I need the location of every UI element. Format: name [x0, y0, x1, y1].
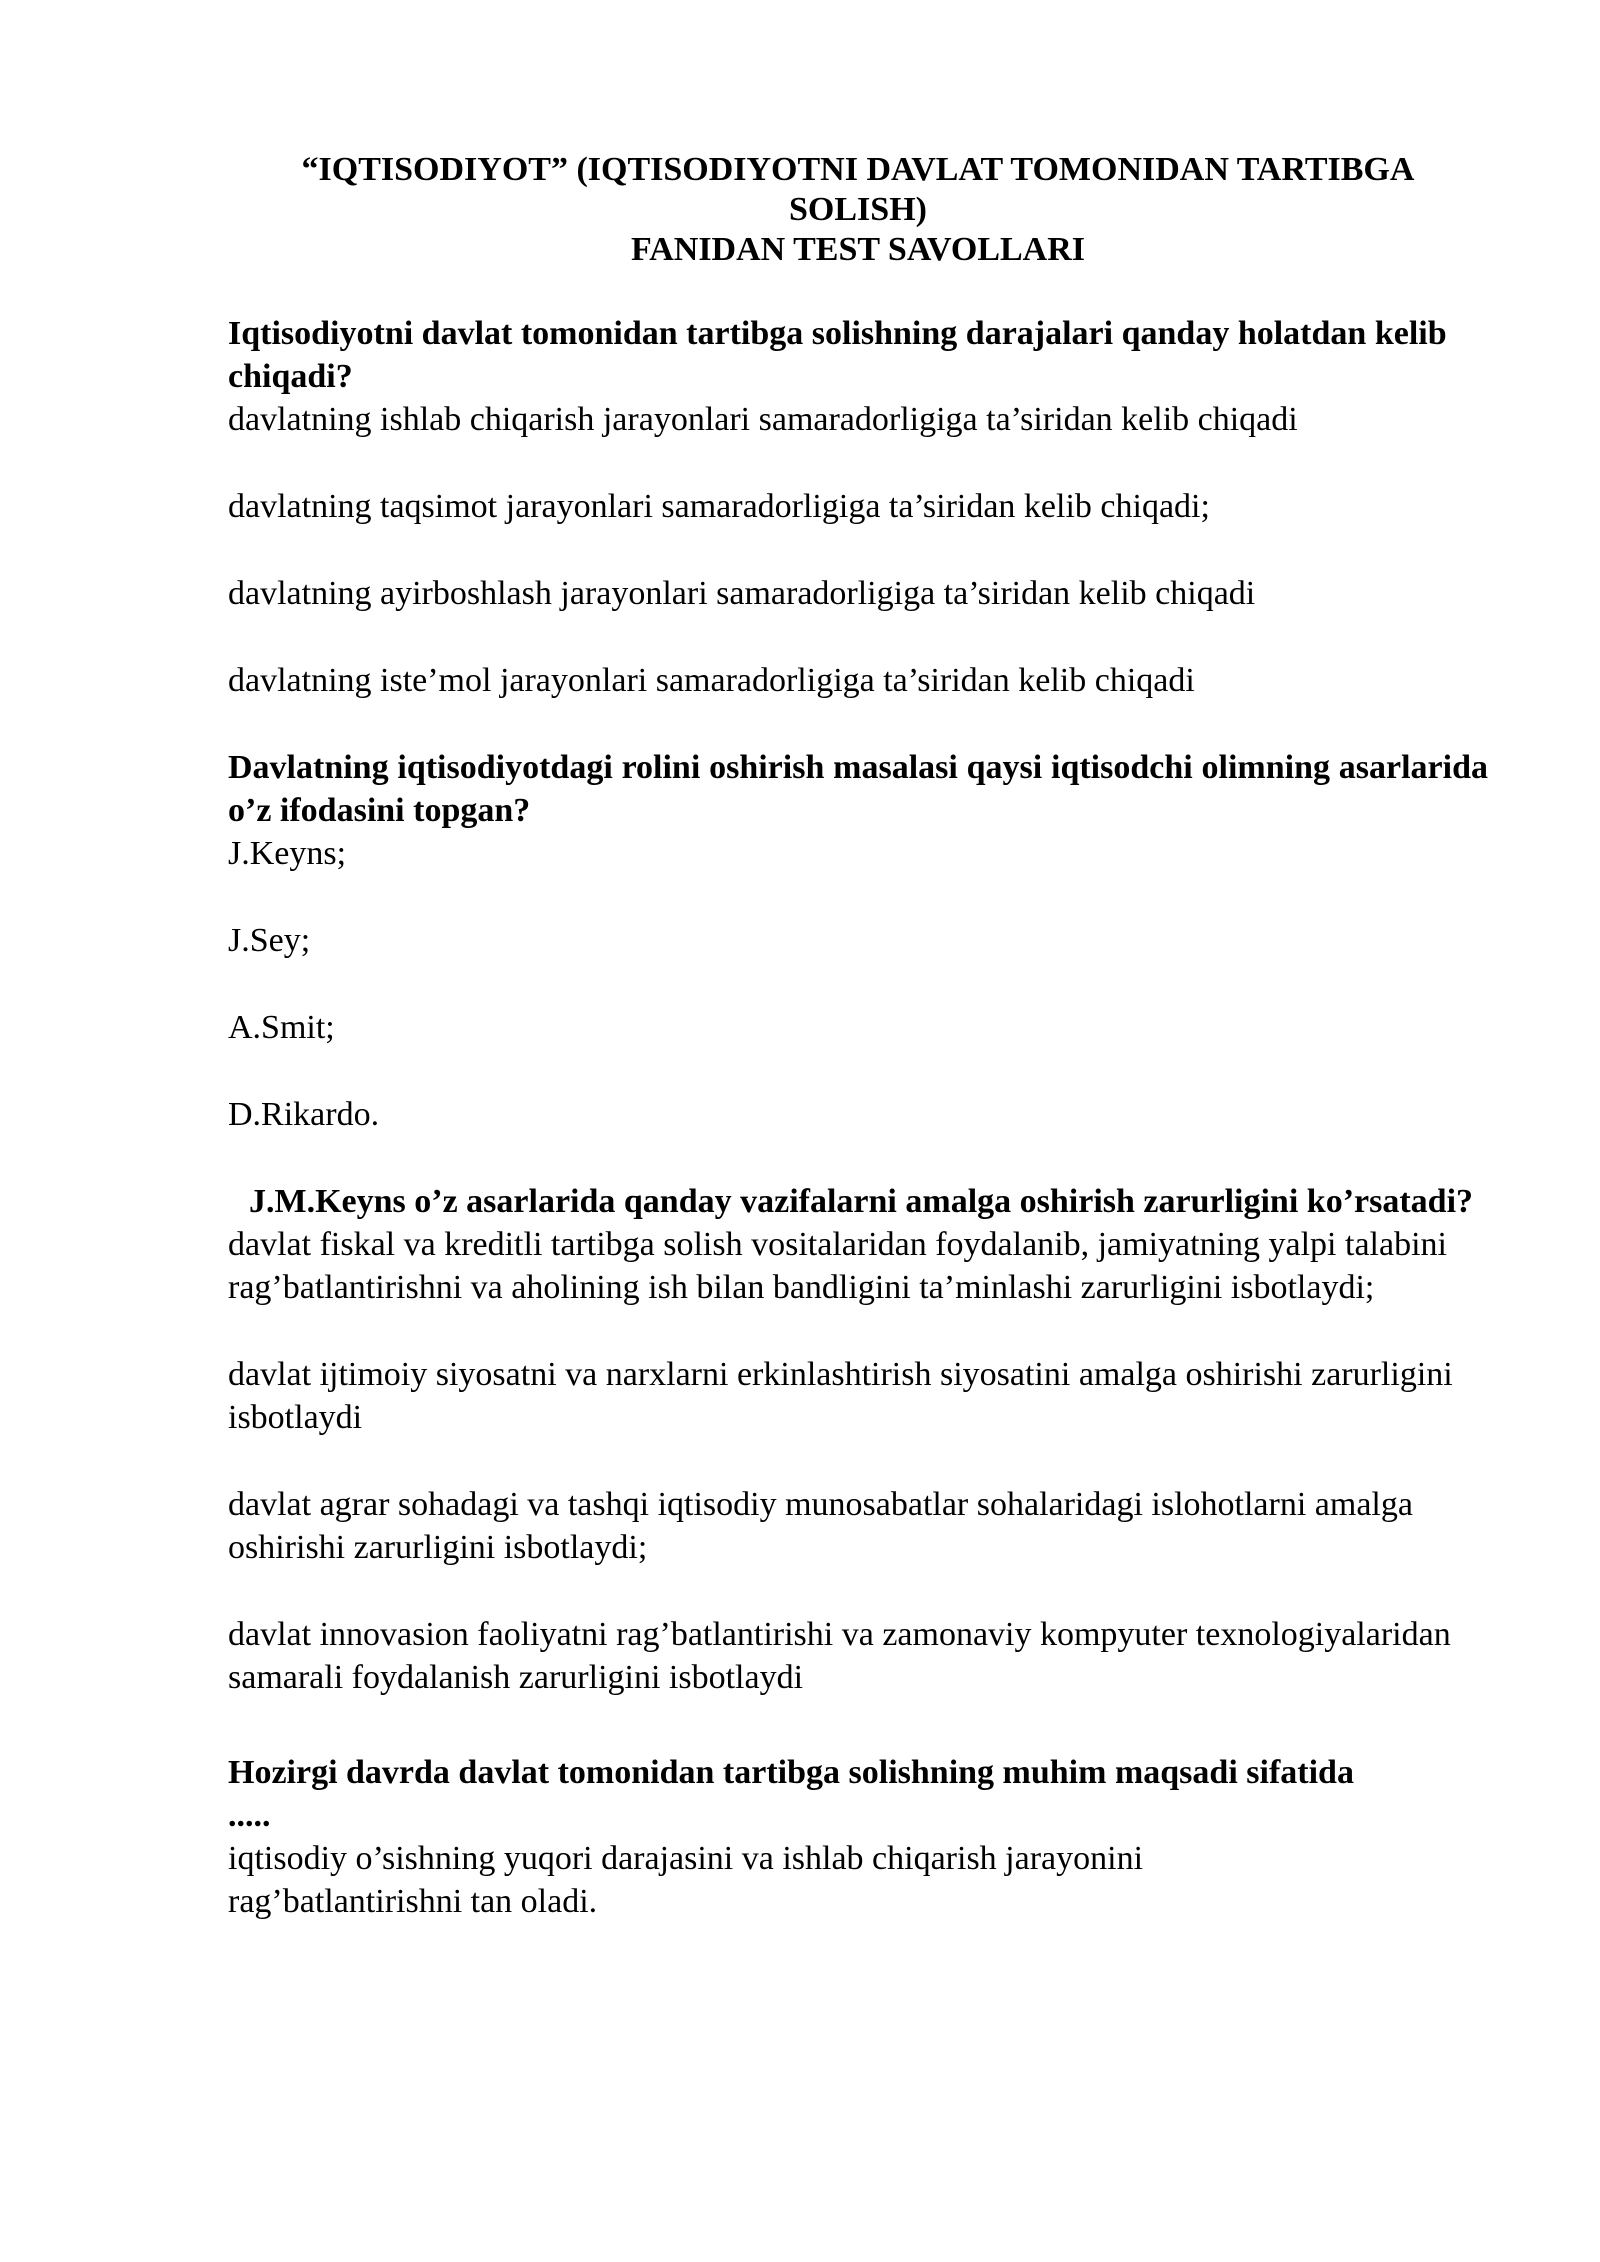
answer-option: davlat innovasion faoliyatni rag’batlantirishi va zamonaviy kompyuter texnologiyalaridan samarali foydalanish zarurligini isbotlaydi — [228, 1616, 1451, 1696]
question-text: Iqtisodiyotni davlat tomonidan tartibga solishning darajalari qanday holatdan kelib chiqadi? — [228, 315, 1447, 395]
answer-option: davlat agrar sohadagi va tashqi iqtisodiy munosabatlar sohalaridagi islohotlarni amalga oshirishi zarurligini isbotlaydi; — [228, 1486, 1413, 1566]
title-line: SOLISH) — [789, 191, 927, 228]
answer-option: J.Keyns; — [228, 835, 347, 872]
title-line: FANIDAN TEST SAVOLLARI — [630, 231, 1086, 268]
answer-option: davlatning ayirboshlash jarayonlari samaradorligiga ta’siridan kelib chiqadi — [228, 575, 1256, 612]
title-line: “IQTISODIYOT” (IQTISODIYOTNI DAVLAT TOMONIDAN TARTIBGA — [301, 151, 1415, 188]
answer-option: davlatning ishlab chiqarish jarayonlari samaradorligiga ta’siridan kelib chiqadi — [228, 401, 1298, 438]
answer-option: D.Rikardo. — [228, 1096, 380, 1133]
answer-option: J.Sey; — [228, 922, 311, 959]
answer-option: davlatning iste’mol jarayonlari samaradorligiga ta’siridan kelib chiqadi — [228, 662, 1195, 699]
question-text: Davlatning iqtisodiyotdagi rolini oshirish masalasi qaysi iqtisodchi olimning asarlarida o’z ifodasini topgan? — [228, 749, 1488, 829]
question-block — [228, 1751, 1488, 1923]
document-title — [228, 150, 1488, 270]
question-block — [228, 1180, 1488, 1699]
question-text: J.M.Keyns o’z asarlarida qanday vazifalarni amalga oshirish zarurligini ko’rsatadi? — [249, 1183, 1474, 1220]
question-text: Hozirgi davrda davlat tomonidan tartibga solishning muhim maqsadi sifatida ..... — [228, 1754, 1354, 1834]
answer-option: iqtisodiy o’sishning yuqori darajasini va ishlab chiqarish jarayonini rag’batlantirishni tan oladi. — [228, 1840, 1144, 1920]
question-block — [228, 312, 1488, 702]
document-page — [228, 150, 1488, 1923]
answer-option: davlat ijtimoiy siyosatni va narxlarni erkinlashtirish siyosatini amalga oshirishi zarurligini isbotlaydi — [228, 1356, 1453, 1436]
question-block — [228, 746, 1488, 1136]
answer-option: davlat fiskal va kreditli tartibga solish vositalaridan foydalanib, jamiyatning yalpi talabini rag’batlantirishni va aholining ish bilan bandligini ta’minlashi zarurligini isbotlaydi; — [228, 1226, 1447, 1306]
answer-option: davlatning taqsimot jarayonlari samaradorligiga ta’siridan kelib chiqadi; — [228, 488, 1210, 525]
answer-option: A.Smit; — [228, 1009, 335, 1046]
